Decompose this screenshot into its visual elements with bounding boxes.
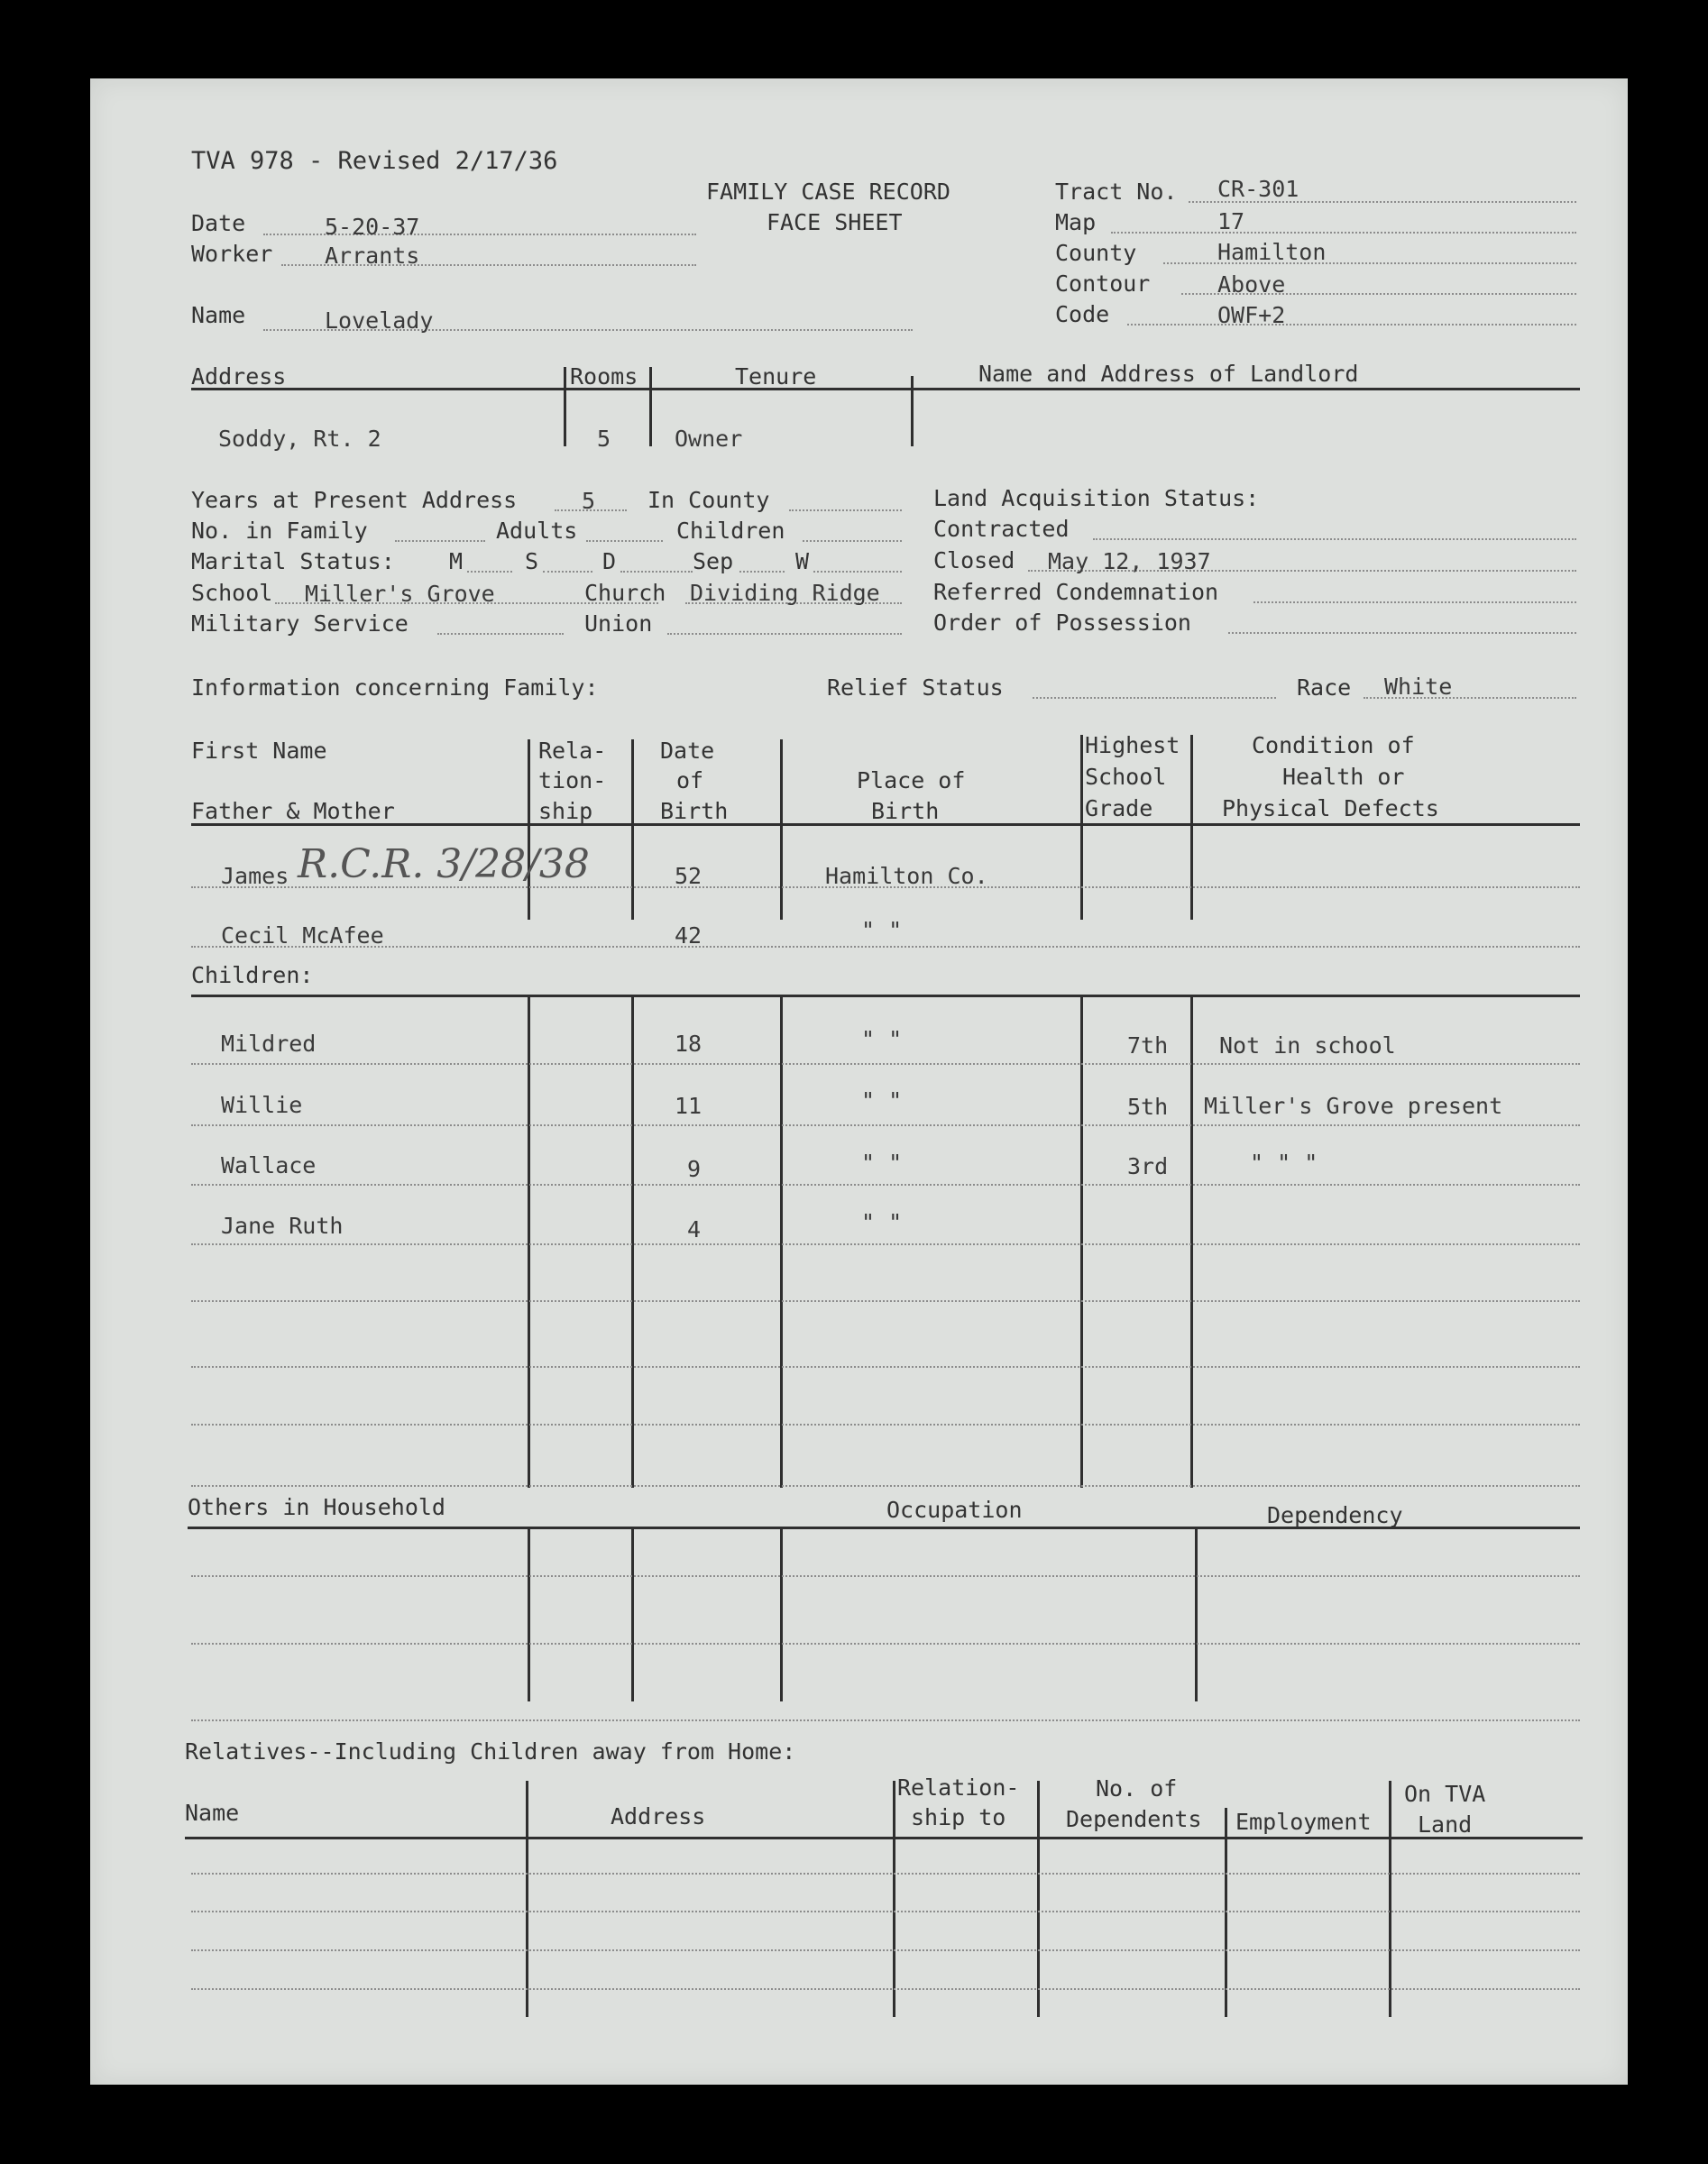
rooms-value: 5	[597, 426, 611, 452]
col-relationship-2: tion-	[538, 767, 607, 793]
col-father-mother: Father & Mother	[191, 798, 395, 824]
rel-row-line	[191, 1949, 1580, 1951]
handwritten-annotation: R.C.R. 3/28/38	[298, 841, 590, 887]
blank-row-line	[191, 1366, 1580, 1368]
rel-col-tva-2: Land	[1418, 1811, 1473, 1838]
rel-col-dependents-1: No. of	[1096, 1775, 1178, 1802]
child-dob: 9	[687, 1156, 702, 1182]
marital-label: Marital Status:	[191, 548, 395, 574]
others-label: Others in Household	[188, 1494, 445, 1520]
contracted-label: Contracted	[933, 516, 1070, 542]
col-relationship-1: Rela-	[538, 738, 607, 764]
parent-place: " "	[861, 917, 903, 943]
relief-line	[1033, 697, 1276, 699]
col-first-name: First Name	[191, 738, 327, 764]
others-row-line	[191, 1643, 1580, 1645]
church-value: Dividing Ridge	[690, 580, 880, 606]
marital-sep-line	[739, 571, 785, 573]
name-value: Lovelady	[325, 307, 434, 334]
closed-value: May 12, 1937	[1048, 548, 1211, 574]
order-label: Order of Possession	[933, 610, 1191, 636]
rel-col-divider-4	[1225, 1808, 1227, 2017]
others-col-3	[780, 1528, 783, 1701]
no-family-line	[395, 540, 485, 542]
child-place: " "	[861, 1150, 903, 1176]
in-county-label: In County	[647, 487, 770, 513]
col-grade-3: Grade	[1085, 795, 1153, 821]
blank-row-line	[191, 1424, 1580, 1426]
date-value: 5-20-37	[325, 214, 420, 240]
family-header-rule	[191, 823, 1580, 826]
col-grade-2: School	[1085, 764, 1167, 790]
others-row-line	[191, 1575, 1580, 1577]
marital-w-line	[813, 571, 902, 573]
others-header-rule	[188, 1527, 1580, 1529]
county-value: Hamilton	[1217, 239, 1327, 265]
child-health: " " "	[1250, 1150, 1318, 1176]
rel-row-line	[191, 1911, 1580, 1912]
others-col-2	[631, 1528, 634, 1701]
address-header: Address	[191, 363, 287, 390]
family-col-grade	[1080, 735, 1083, 920]
children-col-rel	[528, 996, 530, 1488]
years-present-value: 5	[582, 488, 596, 514]
parent-name: James	[221, 863, 289, 889]
race-label: Race	[1297, 674, 1352, 701]
referred-line	[1253, 601, 1576, 603]
map-label: Map	[1055, 209, 1097, 235]
adults-label: Adults	[496, 518, 578, 544]
rel-row-line	[191, 1873, 1580, 1875]
child-grade: 5th	[1127, 1094, 1169, 1120]
parent-dob: 52	[675, 863, 702, 889]
col-health-3: Physical Defects	[1222, 795, 1439, 821]
parent-name: Cecil McAfee	[221, 922, 384, 949]
family-col-dob	[631, 739, 634, 920]
col-health-2: Health or	[1282, 764, 1405, 790]
rooms-header: Rooms	[570, 363, 638, 390]
rel-col-divider-5	[1389, 1781, 1391, 2017]
child-row-line	[191, 1063, 1580, 1065]
code-line	[1127, 324, 1576, 326]
tenure-col-divider	[911, 376, 914, 446]
col-dob-2: of	[676, 767, 704, 793]
child-health: Miller's Grove present	[1204, 1093, 1503, 1119]
rel-col-tva-1: On TVA	[1404, 1781, 1486, 1807]
col-grade-1: Highest	[1085, 732, 1180, 758]
child-health: Not in school	[1219, 1032, 1396, 1059]
relatives-header-rule	[185, 1837, 1583, 1839]
tenure-value: Owner	[675, 426, 743, 452]
rel-col-divider-1	[526, 1781, 528, 2017]
relief-label: Relief Status	[827, 674, 1004, 701]
others-col-1	[528, 1528, 530, 1701]
closed-label: Closed	[933, 547, 1015, 573]
child-grade: 7th	[1127, 1032, 1169, 1059]
child-row-line	[191, 1124, 1580, 1126]
child-name: Wallace	[221, 1152, 317, 1178]
col-dob-1: Date	[660, 738, 715, 764]
parent-dob: 42	[675, 922, 702, 949]
blank-row-line	[191, 1485, 1580, 1487]
tract-value: CR-301	[1217, 176, 1299, 202]
child-row-line	[191, 1243, 1580, 1245]
child-dob: 18	[675, 1031, 702, 1057]
children-col-health	[1190, 996, 1193, 1488]
in-county-line	[789, 509, 902, 511]
others-col-4	[1195, 1528, 1198, 1701]
marital-sep: Sep	[693, 548, 734, 574]
children-header-rule	[191, 995, 1580, 997]
blank-row-line	[191, 1300, 1580, 1302]
children-col-dob	[631, 996, 634, 1488]
military-label: Military Service	[191, 610, 409, 637]
rooms-col-divider	[649, 367, 652, 446]
parent-row-line	[191, 946, 1580, 948]
rel-col-divider-2	[893, 1781, 895, 2017]
family-col-rel	[528, 739, 530, 920]
rel-col-relationship-1: Relation-	[897, 1774, 1020, 1801]
children-line	[803, 540, 902, 542]
parent-place: Hamilton Co.	[825, 863, 988, 889]
form-subtitle: FACE SHEET	[767, 209, 903, 235]
rel-col-name: Name	[185, 1800, 240, 1826]
child-dob: 11	[675, 1093, 702, 1119]
adults-line	[586, 540, 663, 542]
address-header-rule	[191, 388, 1580, 390]
land-acq-label: Land Acquisition Status:	[933, 485, 1260, 511]
marital-d-line	[620, 571, 693, 573]
child-grade: 3rd	[1127, 1153, 1169, 1179]
tenure-header: Tenure	[735, 363, 817, 390]
child-place: " "	[861, 1209, 903, 1235]
form-title: FAMILY CASE RECORD	[706, 179, 950, 205]
col-place-1: Place of	[857, 767, 966, 793]
county-label: County	[1055, 240, 1137, 266]
rel-col-dependents-2: Dependents	[1066, 1806, 1202, 1832]
occupation-label: Occupation	[886, 1497, 1023, 1523]
relatives-label: Relatives--Including Children away from Home:	[185, 1738, 796, 1765]
order-line	[1228, 632, 1576, 634]
school-label: School	[191, 580, 273, 606]
worker-value: Arrants	[325, 243, 420, 269]
child-name: Jane Ruth	[221, 1213, 344, 1239]
race-value: White	[1384, 674, 1453, 700]
worker-label: Worker	[191, 241, 273, 267]
child-place: " "	[861, 1087, 903, 1114]
name-label: Name	[191, 302, 246, 328]
rel-row-line	[191, 1988, 1580, 1990]
marital-d: D	[602, 548, 617, 574]
family-col-health	[1190, 735, 1193, 920]
no-family-label: No. in Family	[191, 518, 368, 544]
col-dob-3: Birth	[660, 798, 729, 824]
marital-s-line	[543, 571, 592, 573]
code-value: OWF+2	[1217, 302, 1286, 328]
contour-value: Above	[1217, 271, 1286, 298]
child-name: Mildred	[221, 1031, 317, 1057]
child-dob: 4	[687, 1216, 702, 1242]
date-label: Date	[191, 210, 246, 236]
marital-s: S	[525, 548, 539, 574]
landlord-header: Name and Address of Landlord	[978, 361, 1359, 387]
col-health-1: Condition of	[1252, 732, 1415, 758]
contour-label: Contour	[1055, 270, 1151, 297]
child-place: " "	[861, 1026, 903, 1052]
address-col-divider	[564, 367, 566, 446]
years-present-label: Years at Present Address	[191, 487, 518, 513]
rel-col-employment: Employment	[1235, 1809, 1372, 1835]
children-col-grade	[1080, 996, 1083, 1488]
child-row-line	[191, 1184, 1580, 1186]
rel-col-address: Address	[611, 1803, 706, 1829]
dependency-label: Dependency	[1267, 1502, 1403, 1528]
map-value: 17	[1217, 208, 1245, 234]
marital-w: W	[795, 548, 810, 574]
form-id: TVA 978 - Revised 2/17/36	[191, 147, 558, 175]
military-line	[437, 633, 564, 635]
col-place-2: Birth	[871, 798, 940, 824]
map-line	[1111, 232, 1576, 234]
children-col-place	[780, 996, 783, 1488]
rel-col-divider-3	[1037, 1781, 1040, 2017]
form-sheet	[90, 78, 1628, 2085]
family-col-place	[780, 739, 783, 920]
church-label: Church	[584, 580, 666, 606]
marital-m: M	[449, 548, 464, 574]
others-row-line	[191, 1719, 1580, 1721]
contracted-line	[1093, 538, 1576, 540]
union-line	[667, 633, 902, 635]
address-value: Soddy, Rt. 2	[218, 426, 381, 452]
rel-col-relationship-2: ship to	[911, 1804, 1006, 1830]
children-heading: Children:	[191, 962, 314, 988]
info-family-label: Information concerning Family:	[191, 674, 599, 701]
school-value: Miller's Grove	[305, 581, 495, 607]
col-relationship-3: ship	[538, 798, 593, 824]
referred-label: Referred Condemnation	[933, 579, 1219, 605]
children-label: Children	[676, 518, 785, 544]
marital-m-line	[467, 571, 512, 573]
child-name: Willie	[221, 1092, 303, 1118]
tract-label: Tract No.	[1055, 179, 1178, 205]
code-label: Code	[1055, 301, 1110, 327]
union-label: Union	[584, 610, 653, 637]
